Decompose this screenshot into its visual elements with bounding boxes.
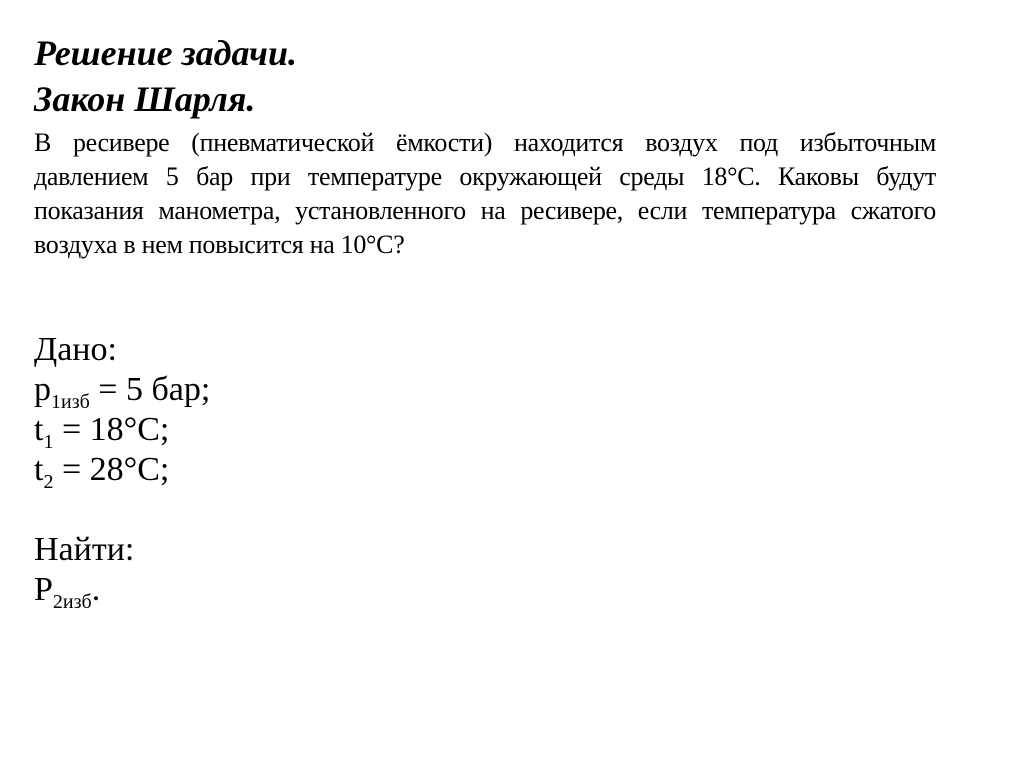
problem-text: В ресивере (пневматической ёмкости) находится воздух под избыточным давлением 5 бар при температуре окружающей среды 18°С. Каковы будут показания манометра, установленного на ресивере, если температура сжатого воздуха в нем повысится на 10°С? xyxy=(34,128,936,259)
title-line-1: Решение задачи. xyxy=(34,33,297,73)
given-item-t2 xyxy=(34,450,210,493)
given-item-subscript: 1изб xyxy=(51,391,90,413)
given-item-p1 xyxy=(34,370,211,413)
find-rest: . xyxy=(91,571,101,608)
given-item-value: = 18°С; xyxy=(53,411,170,448)
given-item-t1 xyxy=(34,410,210,453)
given-item-value: = 28°С; xyxy=(53,451,170,488)
given-item-subscript: 1 xyxy=(43,431,54,453)
find-subscript: 2изб xyxy=(52,591,92,613)
spacer xyxy=(34,490,210,530)
title-line-2: Закон Шарля. xyxy=(34,79,256,119)
given-item-value: = 5 бар; xyxy=(89,371,211,408)
given-item-subscript: 2 xyxy=(43,471,54,493)
find-symbol: Р xyxy=(34,571,53,608)
given-item-symbol: p xyxy=(34,371,51,408)
given-block xyxy=(34,330,211,613)
given-heading: Дано: xyxy=(34,331,117,368)
given-item-symbol: t xyxy=(34,451,44,488)
find-heading: Найти: xyxy=(34,531,135,568)
given-item-symbol: t xyxy=(34,411,44,448)
find-item xyxy=(34,570,210,613)
slide-content xyxy=(34,30,936,262)
